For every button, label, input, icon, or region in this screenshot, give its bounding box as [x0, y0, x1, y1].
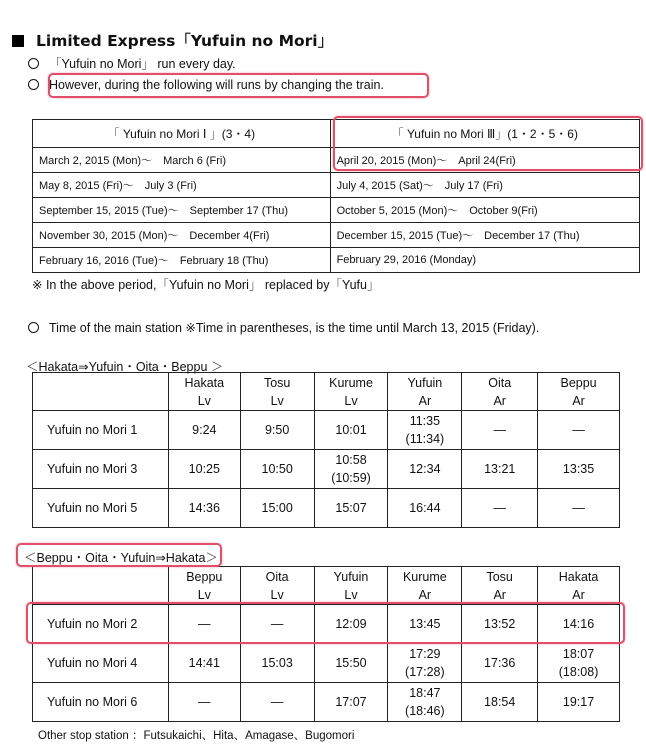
period-cell: November 30, 2015 (Mon)～ December 4(Fri): [33, 223, 331, 248]
time-value: ―: [198, 617, 211, 631]
time-value: ―: [572, 501, 585, 515]
station-type: Lv: [344, 587, 358, 602]
highlight-box: [16, 543, 222, 567]
time-cell: [314, 450, 388, 489]
time-value: 14:16: [562, 617, 595, 631]
train-name: Yufuin no Mori 6: [33, 683, 169, 722]
time-value: 10:01: [335, 423, 367, 437]
station-name: Hakata: [558, 569, 599, 584]
station-header: [240, 373, 314, 411]
time-cell: [462, 411, 538, 450]
time-cell: [240, 411, 314, 450]
train-row: [33, 683, 620, 722]
station-header: [314, 567, 388, 605]
outbound-header-row: [33, 373, 620, 411]
time-value: 9:50: [264, 423, 290, 437]
station-name: Yufuin: [333, 569, 369, 584]
station-type: Lv: [270, 587, 284, 602]
station-name: Beppu: [186, 569, 223, 584]
time-heading: [28, 320, 539, 335]
period-cell: April 20, 2015 (Mon)～ April 24(Fri): [330, 148, 639, 173]
inbound-label: ＜Beppu・Oita・Yufuin⇒Hakata＞: [24, 551, 218, 565]
time-cell: [240, 450, 314, 489]
time-cell: [240, 683, 314, 722]
period-note: ※ In the above period,「Yufuin no Mori」 replaced by「Yufu」: [32, 278, 380, 292]
time-cell: [538, 683, 620, 722]
time-cell: [538, 644, 620, 683]
square-bullet-icon: [12, 35, 24, 47]
station-type: Ar: [493, 393, 506, 408]
time-value: ―: [198, 695, 211, 709]
station-type: Lv: [197, 393, 211, 408]
train-name: Yufuin no Mori 4: [33, 644, 169, 683]
time-cell: [462, 450, 538, 489]
station-name: Beppu: [560, 375, 597, 390]
time-alt-value: (10:59): [331, 471, 371, 485]
period-row: [33, 223, 640, 248]
station-type: Ar: [493, 587, 506, 602]
time-value: ―: [270, 695, 284, 709]
station-header: [538, 567, 620, 605]
time-value: 15:50: [335, 656, 367, 670]
train-name: Yufuin no Mori 1: [33, 411, 169, 450]
time-value: 17:36: [484, 656, 516, 670]
station-name: Kurume: [402, 569, 447, 584]
period-cell: March 2, 2015 (Mon)～ March 6 (Fri): [33, 148, 331, 173]
inbound-timetable: [32, 566, 620, 722]
highlight-box: [48, 73, 429, 98]
time-cell: [168, 683, 240, 722]
period-cell: October 5, 2015 (Mon)～ October 9(Fri): [330, 198, 639, 223]
station-name: Oita: [488, 375, 512, 390]
time-cell: [388, 450, 462, 489]
time-value: 18:54: [484, 695, 516, 709]
time-cell: [462, 489, 538, 528]
outbound-timetable: [32, 372, 620, 528]
time-value: 13:35: [562, 462, 595, 476]
period-cell: February 16, 2016 (Tue)～ February 18 (Thu): [33, 248, 331, 273]
station-header: [240, 567, 314, 605]
time-value: 13:52: [484, 617, 516, 631]
time-cell: [168, 644, 240, 683]
time-value: 9:24: [192, 423, 217, 437]
circle-bullet-icon: [28, 322, 39, 333]
inbound-header-row: [33, 567, 620, 605]
time-value: 15:03: [261, 656, 293, 670]
title-text: Limited Express「Yufuin no Mori」: [36, 32, 334, 50]
train-row: [33, 489, 620, 528]
time-alt-value: (11:34): [405, 432, 445, 446]
time-value: 19:17: [562, 695, 595, 709]
station-type: Ar: [572, 587, 585, 602]
time-cell: [538, 450, 620, 489]
period-cell: December 15, 2015 (Tue)～ December 17 (Thu): [330, 223, 639, 248]
time-cell: [314, 644, 388, 683]
station-type: Ar: [418, 393, 432, 408]
bullet-text: 「Yufuin no Mori」 run every day.: [49, 57, 236, 71]
station-header: [388, 567, 462, 605]
time-value: 14:41: [188, 656, 220, 670]
time-value: 12:34: [409, 462, 441, 476]
time-cell: [388, 683, 462, 722]
time-cell: [462, 644, 538, 683]
station-header: [168, 567, 240, 605]
station-type: Lv: [270, 393, 284, 408]
station-header: [538, 373, 620, 411]
time-cell: [168, 411, 240, 450]
station-header: [314, 373, 388, 411]
time-cell: [168, 450, 240, 489]
time-value: 14:36: [188, 501, 220, 515]
station-type: Ar: [572, 393, 585, 408]
station-type: Lv: [197, 587, 211, 602]
outbound-header-empty: [33, 373, 169, 411]
station-type: Lv: [344, 393, 358, 408]
train-row: [33, 411, 620, 450]
outbound-label: ＜Hakata⇒Yufuin・Oita・Beppu ＞: [26, 360, 224, 374]
time-value: 13:45: [409, 617, 441, 631]
period-cell: February 29, 2016 (Monday): [330, 248, 639, 273]
period-cell: May 8, 2015 (Fri)～ July 3 (Fri): [33, 173, 331, 198]
time-value: 17:29: [409, 647, 441, 661]
time-value: 11:35: [409, 414, 441, 428]
time-cell: [240, 489, 314, 528]
time-value: 18:07: [562, 647, 595, 661]
highlight-box: [26, 602, 625, 644]
bullet-every-day: [28, 54, 236, 72]
station-header: [462, 567, 538, 605]
period-row: [33, 173, 640, 198]
time-value: 15:07: [335, 501, 367, 515]
time-cell: [388, 489, 462, 528]
time-cell: [240, 644, 314, 683]
time-value: ―: [493, 423, 506, 437]
train-row: [33, 644, 620, 683]
train-name: Yufuin no Mori 3: [33, 450, 169, 489]
time-cell: [168, 489, 240, 528]
time-value: ―: [270, 617, 284, 631]
time-value: 10:25: [188, 462, 220, 476]
station-type: Ar: [418, 587, 432, 602]
station-name: Tosu: [263, 375, 291, 390]
time-value: ―: [493, 501, 506, 515]
time-cell: [388, 644, 462, 683]
time-cell: [538, 411, 620, 450]
time-value: 18:47: [409, 686, 441, 700]
train-name: Yufuin no Mori 2: [33, 605, 169, 644]
station-header: [388, 373, 462, 411]
period-cell: September 15, 2015 (Tue)～ September 17 (Thu): [33, 198, 331, 223]
period-row: [33, 198, 640, 223]
time-cell: [538, 489, 620, 528]
time-alt-value: (17:28): [405, 665, 445, 679]
circle-bullet-icon: [28, 58, 39, 69]
time-value: 15:00: [261, 501, 293, 515]
station-name: Hakata: [184, 375, 225, 390]
time-alt-value: (18:46): [405, 704, 445, 718]
inbound-header-empty: [33, 567, 169, 605]
time-value: 16:44: [409, 501, 441, 515]
time-cell: [314, 489, 388, 528]
time-cell: [314, 411, 388, 450]
station-header: [462, 373, 538, 411]
train-row: [33, 450, 620, 489]
period-row: [33, 248, 640, 273]
period-header-left: 「 Yufuin no Mori Ⅰ 」(3・4): [33, 120, 331, 148]
time-value: 12:09: [335, 617, 367, 631]
time-value: 10:50: [261, 462, 293, 476]
page-title: [12, 29, 333, 51]
station-name: Tosu: [486, 569, 513, 584]
train-name: Yufuin no Mori 5: [33, 489, 169, 528]
station-name: Yufuin: [407, 375, 443, 390]
time-cell: [314, 683, 388, 722]
time-heading-text: Time of the main station ※Time in parentheses, is the time until March 13, 2015 (Friday).: [49, 321, 540, 335]
station-name: Oita: [265, 569, 289, 584]
time-cell: [388, 411, 462, 450]
time-value: 10:58: [335, 453, 367, 467]
station-header: [168, 373, 240, 411]
period-cell: July 4, 2015 (Sat)～ July 17 (Fri): [330, 173, 639, 198]
time-value: 17:07: [335, 695, 367, 709]
other-stops: Other stop station ：Futsukaichi、Hita、Amagase、Bugomori: [38, 730, 355, 742]
highlight-box: [333, 116, 643, 171]
time-cell: [462, 683, 538, 722]
period-header-right: 「 Yufuin no Mori Ⅲ」(1・2・5・6): [330, 120, 639, 148]
time-alt-value: (18:08): [558, 665, 599, 679]
time-value: 13:21: [484, 462, 516, 476]
station-name: Kurume: [329, 375, 373, 390]
circle-bullet-icon: [28, 79, 39, 90]
bullet-text: However, during the following will runs by changing the train.: [49, 78, 384, 92]
time-value: ―: [572, 423, 585, 437]
